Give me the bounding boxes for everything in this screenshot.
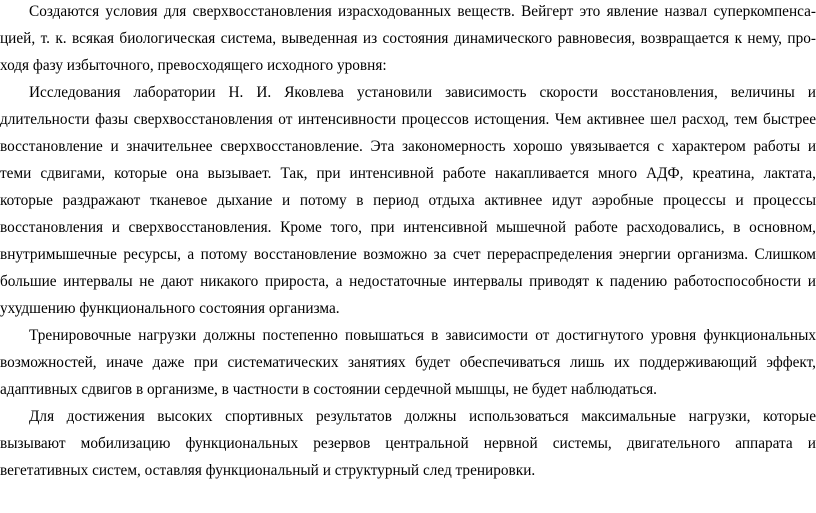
text-line: которые раздражают тканевое дыхание и потому в период отдыха активнее идут аэробные процессы и процессы <box>0 192 816 209</box>
text-line: внутримышечные ресурсы, а потому восстановление возможно за счет перераспределения энергии организма. Слишком <box>0 246 816 263</box>
text-line: ухудшению функционального состояния организма. <box>0 300 340 317</box>
text-line: Тренировочные нагрузки должны постепенно повышаться в зависимости от достигнутого уровня функциональных <box>29 327 816 344</box>
text-line: восстановления и сверхвосстановления. Кроме того, при интенсивной мышечной работе расходовались, в основном, <box>0 219 816 236</box>
text-line: цией, т. к. всякая биологическая система, выведенная из состояния динамического равновесия, возвращается к нему, про- <box>0 30 816 47</box>
text-line: теми сдвигами, которые она вызывает. Так, при интенсивной работе накапливается много АДФ, креатина, лактата, <box>0 165 816 182</box>
text-line: Для достижения высоких спортивных результатов должны использоваться максимальные нагрузки, которые <box>29 408 816 425</box>
text-line: адаптивных сдвигов в организме, в частности в состоянии сердечной мышцы, не будет наблюдаться. <box>0 381 657 398</box>
text-line: восстановление и значительнее сверхвосстановление. Эта закономерность хорошо увязывается с характером работы и <box>0 138 816 155</box>
text-line: возможностей, иначе даже при систематических занятиях будет обеспечиваться лишь их поддерживающий эффект, <box>0 354 816 371</box>
text-line: вызывают мобилизацию функциональных резервов центральной нервной системы, двигательного аппарата и <box>0 435 816 452</box>
text-line: вегетативных систем, оставляя функциональный и структурный след тренировки. <box>0 462 536 479</box>
text-line: большие интервалы не дают никакого прироста, а недостаточные интервалы приводят к падению работоспособности и <box>0 273 816 290</box>
text-line: длительности фазы сверхвосстановления от интенсивности процессов истощения. Чем активнее шел расход, тем быстрее <box>0 111 816 128</box>
text-line: Исследования лаборатории Н. И. Яковлева установили зависимость скорости восстановления, величины и <box>29 84 816 101</box>
text-line: ходя фазу избыточного, превосходящего исходного уровня: <box>0 57 387 74</box>
text-line: Создаются условия для сверхвосстановления израсходованных веществ. Вейгерт это явление назвал суперкомпенса- <box>29 3 816 20</box>
